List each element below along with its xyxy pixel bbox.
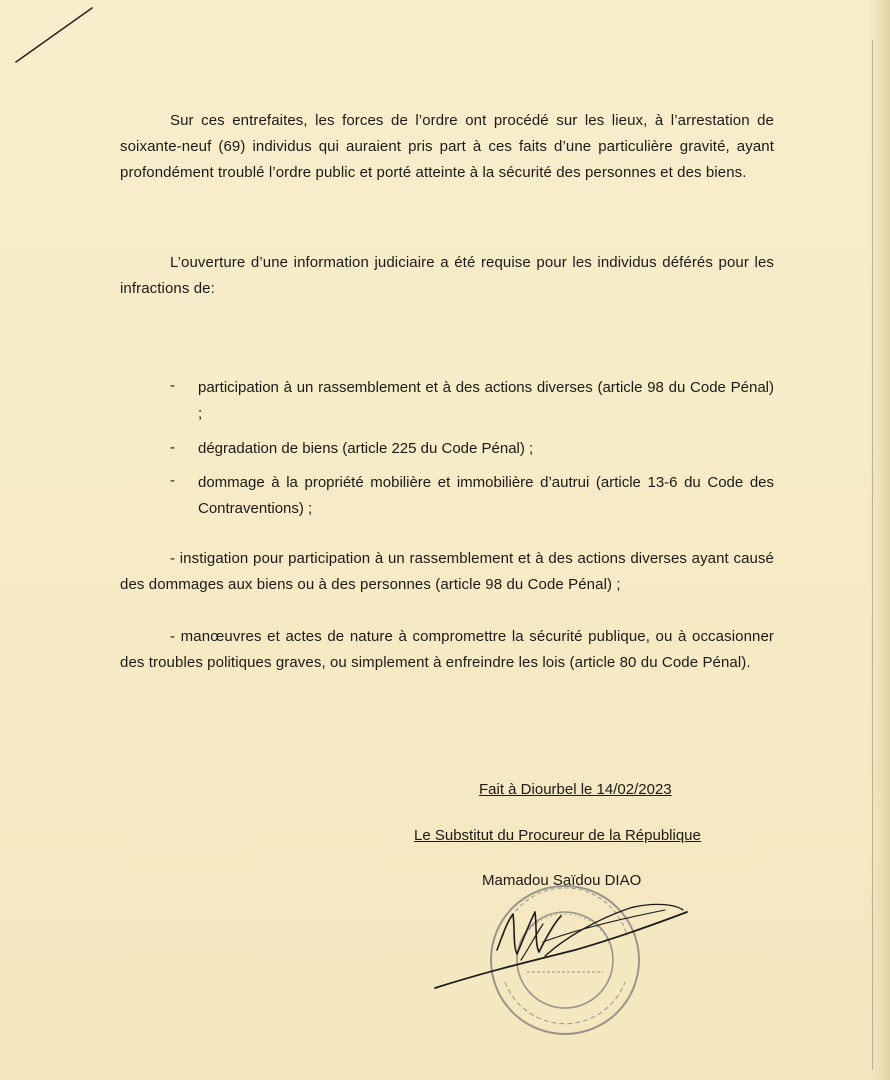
bullet-item-2: dégradation de biens (article 225 du Code Pénal) ; [198, 440, 534, 457]
page-fold-line [872, 40, 873, 1070]
signatory-name: Mamadou Saïdou DIAO [482, 872, 642, 889]
bullet-marker-2: - [170, 439, 175, 456]
paragraph-judicial-info: L’ouverture d’une information judiciaire a été requise pour les individus déférés pour les infractions de: [120, 254, 774, 297]
official-stamp [491, 886, 639, 1034]
paragraph-manoeuvres: - manœuvres et actes de nature à compromettre la sécurité publique, ou à occasionner des troubles politiques graves, ou simplement à enfreindre les lois (article 80 du Code Pénal). [120, 628, 774, 671]
bullet-marker-3: - [170, 472, 175, 489]
paragraph-arrest: Sur ces entrefaites, les forces de l’ordre ont procédé sur les lieux, à l’arrestation de soixante-neuf (69) individus qui auraient pris part à ces faits d’une particulière gravité, ayant profondément troublé l’ordre public et porté atteinte à la sécurité des personnes et des biens. [120, 112, 774, 181]
signatory-title: Le Substitut du Procureur de la République [414, 827, 701, 844]
paragraph-instigation: - instigation pour participation à un rassemblement et à des actions diverses ayant causé des dommages aux biens ou à des personnes (article 98 du Code Pénal) ; [120, 550, 774, 593]
bullet-marker-1: - [170, 377, 175, 394]
handwritten-signature [435, 904, 687, 988]
bullet-item-1: participation à un rassemblement et à des actions diverses (article 98 du Code Pénal) ; [198, 379, 774, 422]
place-date: Fait à Diourbel le 14/02/2023 [479, 781, 672, 798]
official-stamp-and-signature [425, 880, 695, 1040]
bullet-item-3: dommage à la propriété mobilière et immobilière d’autrui (article 13-6 du Code des Contraventions) ; [198, 474, 774, 517]
pen-stroke-mark [0, 0, 110, 70]
